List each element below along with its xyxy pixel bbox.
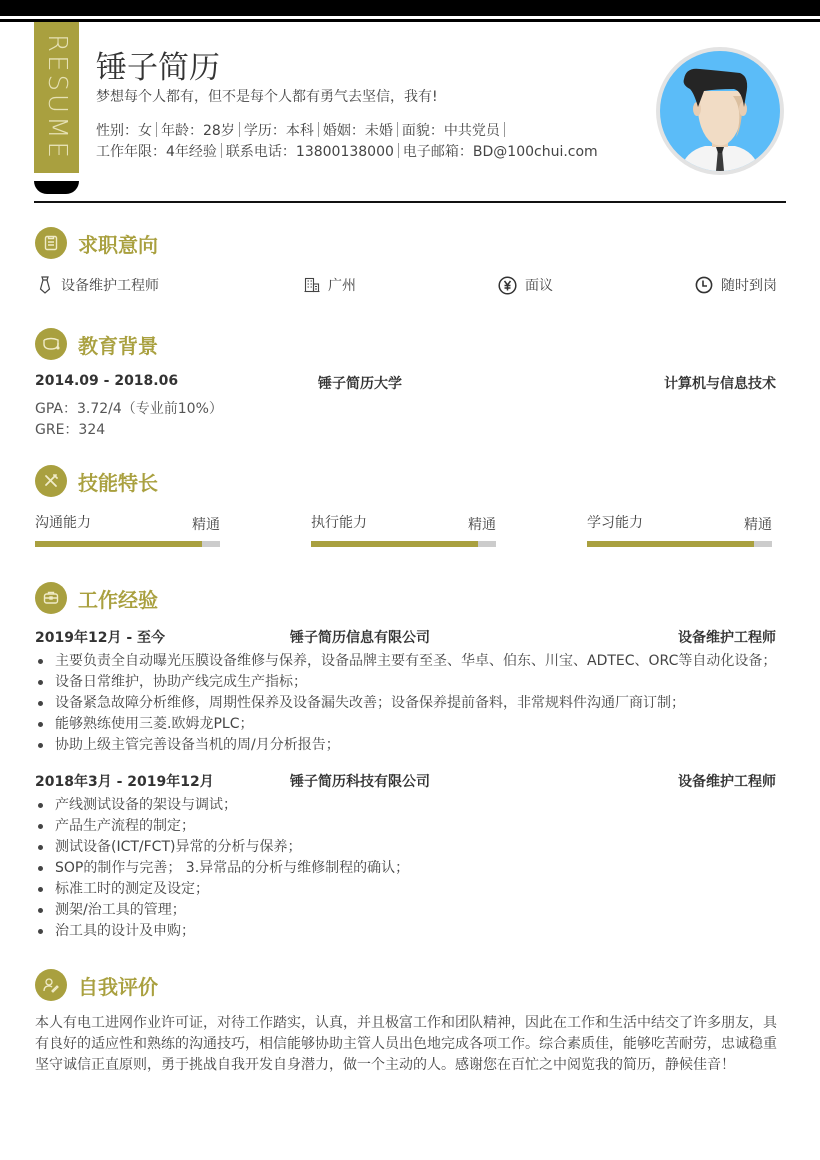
skill-bar-fill [311,541,478,547]
intent-salary [498,275,553,295]
list-item: SOP的制作与完善； 3.异常品的分析与维修制程的确认； [35,858,409,879]
basic-info-line-2 [96,141,598,161]
info-work-years: 工作年限：4年经验 [96,144,217,160]
intent-availability-label: 随时到岗 [721,278,777,294]
section-title: 工作经验 [78,587,158,612]
education-school: 锤子简历大学 [318,376,402,392]
skill-bar [35,541,220,547]
self-evaluation-text: 本人有电工进网作业许可证，对待工作踏实，认真，并且极富工作和团队精神，因此在工作和生活中结交了许多朋友，具有良好的适应性和熟练的沟通技巧，相信能够协助主管人员出色地完成各项工作。综合素质佳，能够吃苦耐劳，忠诚稳重坚守诚信正直原则，勇于挑战自我开发自身潜力，做一个主动的人。感谢您在百忙之中阅览我的简历，静候佳音！ [35,1015,777,1073]
motto: 梦想每个人都有，但不是每个人都有勇气去坚信，我有! [96,89,438,105]
separator [397,122,398,137]
top-black-bar [0,0,820,16]
list-item: 产品生产流程的制定； [35,816,409,837]
education-gre: GRE：324 [35,422,106,438]
job-duties-list [35,795,409,942]
top-rule [0,19,820,22]
list-item: 协助上级主管完善设备当机的周/月分析报告； [35,735,776,756]
job-period: 2019年12月 - 至今 [35,630,166,646]
section-header-intent [35,226,158,260]
intent-city-label: 广州 [328,278,356,294]
user-edit-icon [35,969,67,1001]
job-company: 锤子简历信息有限公司 [290,630,430,646]
job-period: 2018年3月 - 2019年12月 [35,774,214,790]
info-phone: 联系电话：13800138000 [225,144,394,160]
section-title: 自我评价 [78,974,158,999]
section-title: 教育背景 [78,333,158,358]
resume-vertical-label: RESUME [42,34,72,161]
skill-level: 精通 [744,517,772,533]
list-item: 标准工时的测定及设定； [35,879,409,900]
tie-icon [37,276,53,294]
info-email: 电子邮箱：BD@100chui.com [402,144,598,160]
resume-side-banner [34,22,79,173]
info-gender: 性别：女 [96,123,152,139]
intent-position [37,275,159,295]
education-gpa: GPA：3.72/4（专业前10%） [35,401,223,417]
resume-banner-tab [34,181,79,194]
info-education: 学历：本科 [243,123,314,139]
tools-icon [35,465,67,497]
section-header-skills [35,464,158,498]
separator [221,143,222,158]
clipboard-icon [35,227,67,259]
intent-city [304,275,356,295]
education-major: 计算机与信息技术 [664,376,776,392]
skill-level: 精通 [468,517,496,533]
header-divider [34,201,786,203]
skill-name: 沟通能力 [35,515,91,531]
info-age: 年龄：28岁 [161,123,235,139]
separator [156,122,157,137]
list-item: 产线测试设备的架设与调试； [35,795,409,816]
list-item: 治工具的设计及申购； [35,921,409,942]
job-company: 锤子简历科技有限公司 [290,774,430,790]
list-item: 测架/治工具的管理； [35,900,409,921]
avatar [656,47,784,175]
intent-salary-label: 面议 [525,278,553,294]
clock-icon [695,276,713,294]
list-item: 设备紧急故障分析维修，周期性保养及设备漏失改善；设备保养提前备料，非常规料件沟通厂商订制； [35,693,776,714]
section-header-experience [35,581,158,615]
basic-info-line-1 [96,120,509,140]
job-duties-list [35,651,776,756]
info-marital: 婚姻：未婚 [322,123,393,139]
separator [318,122,319,137]
skill-name: 执行能力 [311,515,367,531]
intent-availability [695,275,777,295]
intent-position-label: 设备维护工程师 [61,278,159,294]
skill-bar [587,541,772,547]
separator [398,143,399,158]
education-period: 2014.09 - 2018.06 [35,373,179,389]
skill-name: 学习能力 [587,515,643,531]
info-political: 面貌：中共党员 [401,123,500,139]
section-title: 技能特长 [78,470,158,495]
separator [239,122,240,137]
section-header-self-evaluation [35,968,158,1002]
list-item: 设备日常维护，协助产线完成生产指标； [35,672,776,693]
separator [504,122,505,137]
skill-bar-fill [35,541,202,547]
job-position: 设备维护工程师 [678,774,776,790]
list-item: 能够熟练使用三菱.欧姆龙PLC； [35,714,776,735]
male-avatar-icon [660,51,780,171]
candidate-name: 锤子简历 [96,50,220,86]
briefcase-icon [35,582,67,614]
list-item: 测试设备(ICT/FCT)异常的分析与保养； [35,837,409,858]
yen-icon [498,276,517,295]
section-header-education [35,327,158,361]
job-position: 设备维护工程师 [678,630,776,646]
skill-bar [311,541,496,547]
graduation-cap-icon [35,328,67,360]
section-title: 求职意向 [78,232,158,257]
skill-bar-fill [587,541,754,547]
list-item: 主要负责全自动曝光压膜设备维修与保养，设备品牌主要有至圣、华卓、伯东、川宝、ADTEC、ORC等自动化设备； [35,651,776,672]
building-icon [304,277,320,293]
skill-level: 精通 [192,517,220,533]
